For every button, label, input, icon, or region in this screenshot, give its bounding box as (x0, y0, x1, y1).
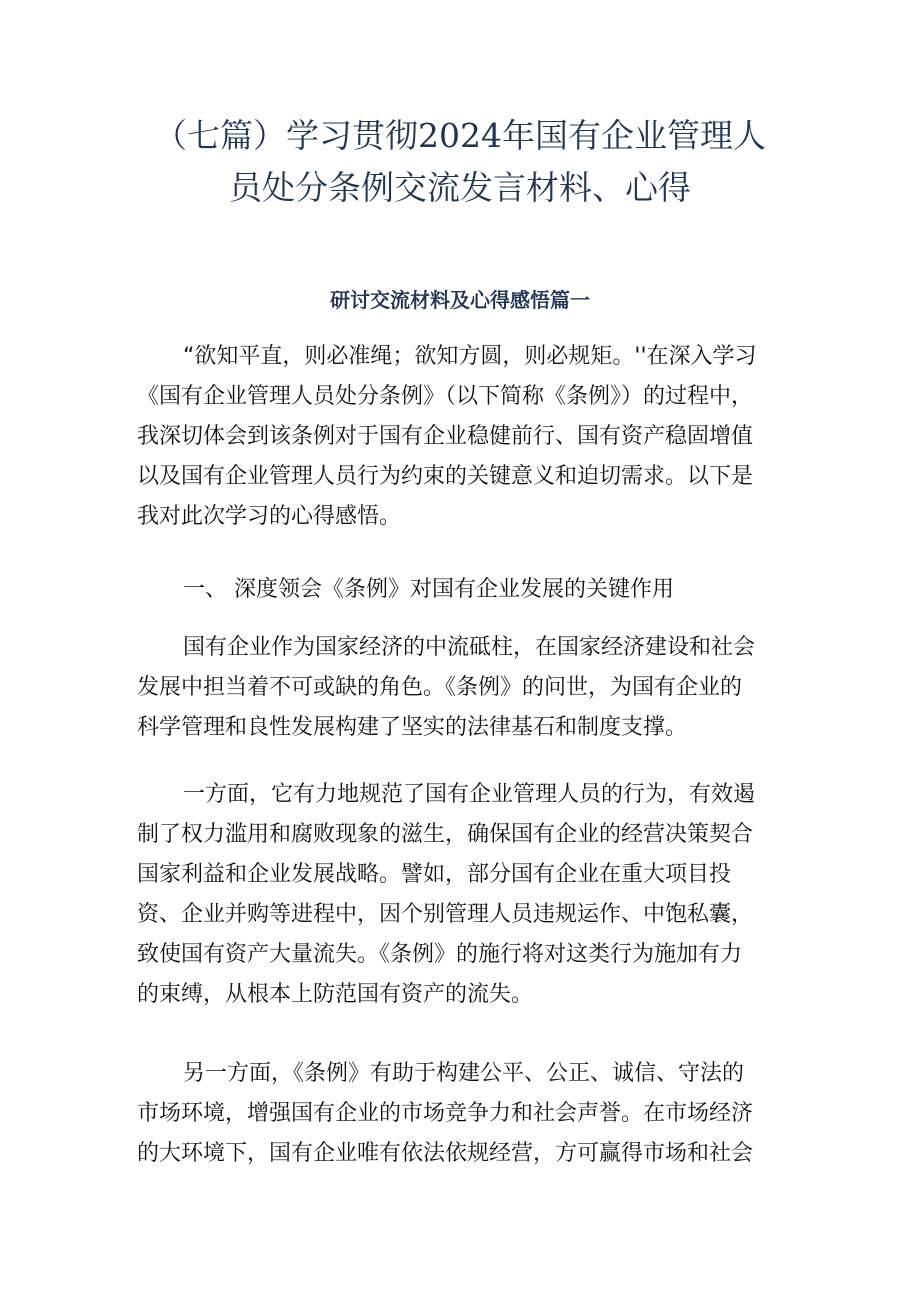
paragraph-line: 国家利益和企业发展战略。譬如，部分国有企业在重大项目投 (137, 862, 732, 887)
paragraph-line: 致使国有资产大量流失。《条例》的施行将对这类行为施加有力 (137, 942, 743, 967)
paragraph-line: 另一方面，《条例》有助于构建公平、公正、诚信、守法的 (183, 1061, 745, 1086)
paragraph-line: 市场环境，增强国有企业的市场竞争力和社会声誉。在市场经济 (137, 1101, 754, 1126)
paragraph-role (137, 628, 797, 748)
subheading-line: 一、 深度领会《条例》对国有企业发展的关键作用 (183, 577, 674, 602)
paragraph-line: 一方面，它有力地规范了国有企业管理人员的行为，有效遏 (183, 782, 756, 807)
document-title-line: （七篇）学习贯彻2024年国有企业管理人 (154, 116, 766, 155)
document-title-line: 员处分条例交流发言材料、心得 (229, 168, 691, 207)
paragraph-intro (137, 337, 797, 537)
paragraph-line: 我对此次学习的心得感悟。 (137, 504, 402, 529)
paragraph-line: 我深切体会到该条例对于国有企业稳健前行、国有资产稳固增值 (137, 424, 754, 449)
paragraph-line: 《国有企业管理人员处分条例》（以下简称《条例》）的过程中， (137, 384, 754, 409)
subheading-one (137, 570, 797, 610)
paragraph-line: “欲知平直，则必准绳；欲知方圆，则必规矩。''在深入学习 (183, 344, 757, 369)
section-heading: 研讨交流材料及心得感悟篇一 (330, 288, 590, 312)
paragraph-line: 发展中担当着不可或缺的角色。《条例》的问世，为国有企业的 (137, 675, 743, 700)
paragraph-on-other-hand (137, 1054, 797, 1174)
paragraph-line: 的大环境下，国有企业唯有依法依规经营，方可赢得市场和社会 (137, 1141, 754, 1166)
paragraph-on-one-hand (137, 775, 797, 1015)
document-title (110, 110, 810, 214)
paragraph-line: 资、企业并购等进程中，因个别管理人员违规运作、中饱私囊， (137, 902, 754, 927)
paragraph-line: 以及国有企业管理人员行为约束的关键意义和迫切需求。以下是 (137, 464, 754, 489)
paragraph-line: 制了权力滥用和腐败现象的滋生，确保国有企业的经营决策契合 (137, 822, 754, 847)
paragraph-line: 的束缚，从根本上防范国有资产的流失。 (137, 982, 534, 1007)
paragraph-line: 国有企业作为国家经济的中流砥柱，在国家经济建设和社会 (183, 635, 756, 660)
paragraph-line: 科学管理和良性发展构建了坚实的法律基石和制度支撑。 (137, 715, 688, 740)
